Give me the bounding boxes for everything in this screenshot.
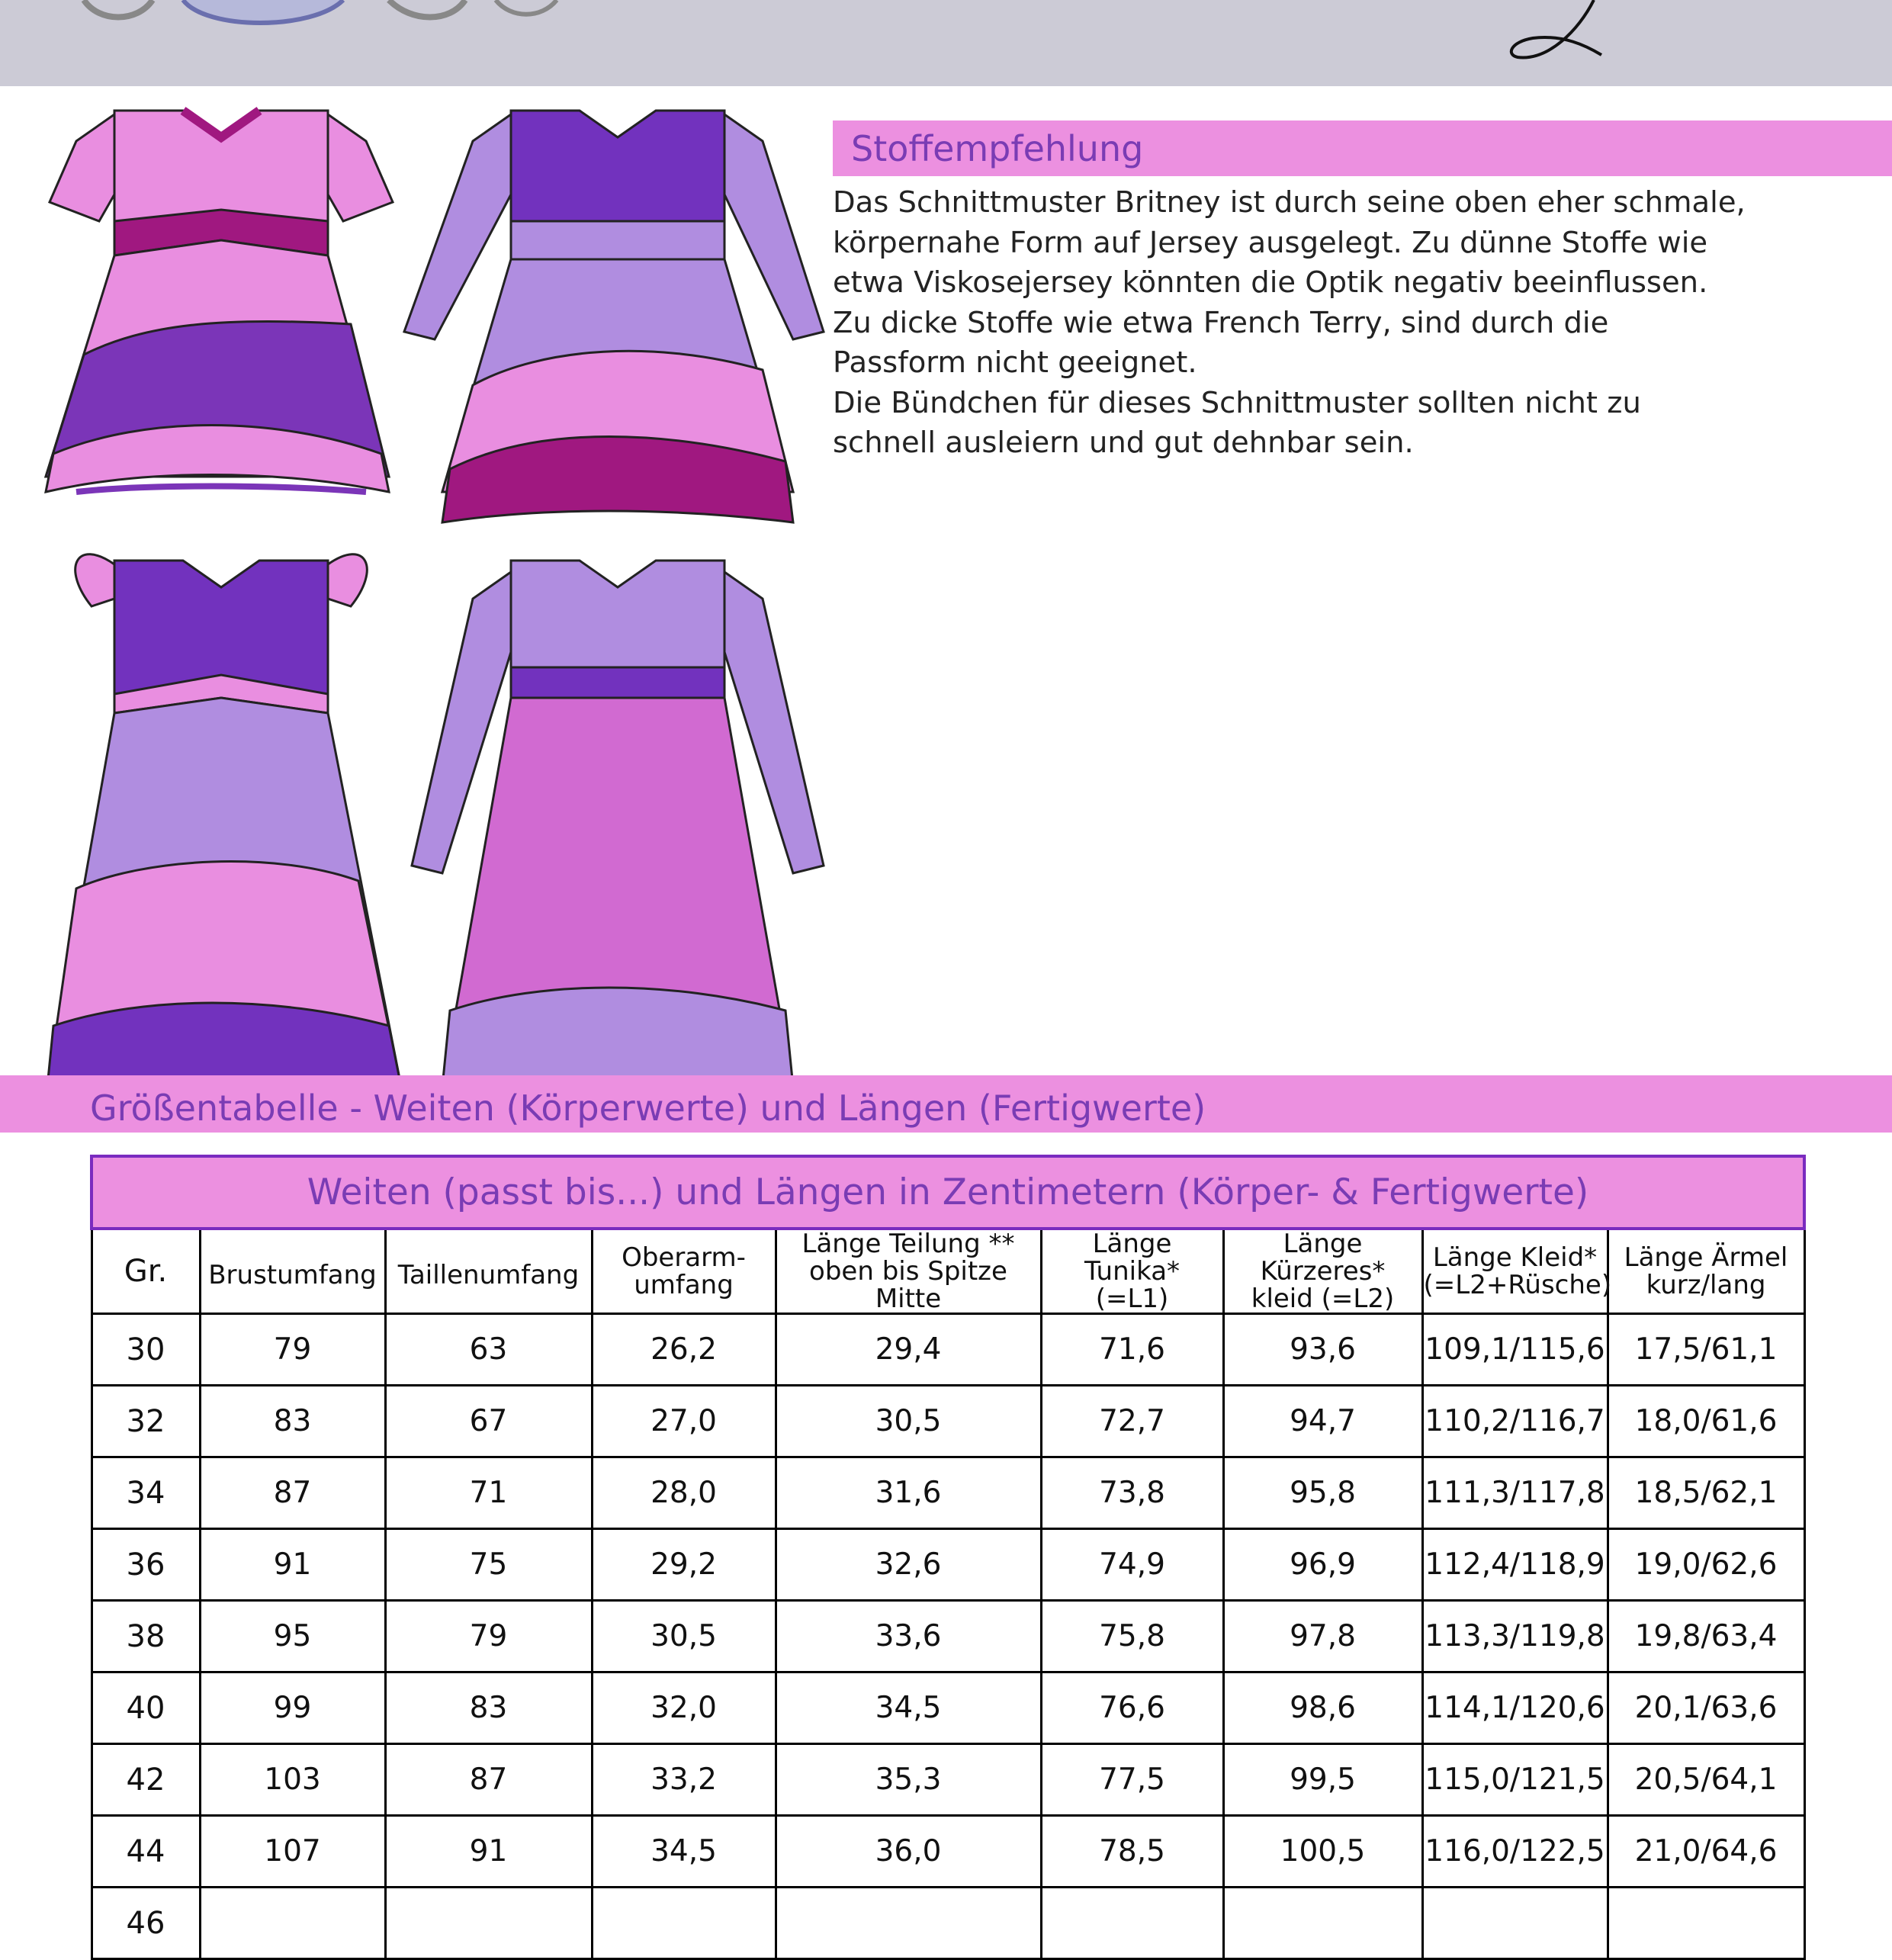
value-cell: 75 [385,1529,592,1601]
value-cell [1041,1888,1223,1959]
column-header-label: oben bis Spitze Mitte [809,1256,1007,1314]
table-caption: Weiten (passt bis...) und Längen in Zentimetern (Körper- & Fertigwerte) [92,1156,1804,1229]
value-cell: 32,6 [776,1529,1041,1601]
column-header-label: umfang [634,1270,734,1300]
value-cell [1608,1888,1804,1959]
value-cell: 21,0/64,6 [1608,1816,1804,1888]
value-cell: 115,0/121,5 [1422,1744,1608,1816]
value-cell: 34,5 [776,1672,1041,1744]
value-cell: 26,2 [592,1314,776,1386]
column-header-label: Brustumfang [208,1260,377,1290]
dress-short-sleeve-icon [46,111,393,492]
value-cell: 110,2/116,7 [1422,1386,1608,1457]
recommendation-text [833,183,1809,464]
column-header-label: Oberarm- [622,1242,746,1273]
column-header-label: Länge Ärmel [1624,1242,1788,1273]
column-header-label: (=L1) [1095,1284,1169,1314]
value-cell: 78,5 [1041,1816,1223,1888]
value-cell: 29,4 [776,1314,1041,1386]
value-cell [385,1888,592,1959]
value-cell: 75,8 [1041,1601,1223,1672]
value-cell: 98,6 [1223,1672,1422,1744]
recommendation-line: Zu dicke Stoffe wie etwa French Terry, sind durch die [833,305,1609,340]
value-cell [776,1888,1041,1959]
recommendation-line: Das Schnittmuster Britney ist durch seine oben eher schmale, [833,185,1746,220]
table-row [92,1529,1804,1601]
value-cell: 29,2 [592,1529,776,1601]
value-cell: 79 [200,1314,385,1386]
value-cell: 32,0 [592,1672,776,1744]
size-table [90,1155,1806,1960]
size-cell: 36 [92,1529,200,1601]
size-cell: 44 [92,1816,200,1888]
value-cell: 114,1/120,6 [1422,1672,1608,1744]
value-cell: 33,6 [776,1601,1041,1672]
table-header-row [92,1229,1804,1314]
value-cell: 91 [385,1816,592,1888]
value-cell: 31,6 [776,1457,1041,1529]
value-cell: 103 [200,1744,385,1816]
value-cell: 112,4/118,9 [1422,1529,1608,1601]
table-row [92,1601,1804,1672]
value-cell: 83 [385,1672,592,1744]
value-cell: 30,5 [592,1601,776,1672]
value-cell: 116,0/122,5 [1422,1816,1608,1888]
recommendation-title: Stoffempfehlung [851,128,1144,169]
column-header-label: Taillenumfang [397,1260,580,1290]
column-header-sleeve-length [1608,1229,1804,1314]
column-header-label: Länge Kleid* [1432,1242,1598,1273]
value-cell: 111,3/117,8 [1422,1457,1608,1529]
table-row [92,1816,1804,1888]
value-cell [200,1888,385,1959]
value-cell: 96,9 [1223,1529,1422,1601]
value-cell: 100,5 [1223,1816,1422,1888]
size-cell: 32 [92,1386,200,1457]
value-cell [1422,1888,1608,1959]
value-cell: 17,5/61,1 [1608,1314,1804,1386]
table-row [92,1744,1804,1816]
value-cell: 83 [200,1386,385,1457]
value-cell: 79 [385,1601,592,1672]
column-header-dress-length [1422,1229,1612,1314]
size-cell: 46 [92,1888,200,1959]
value-cell: 19,0/62,6 [1608,1529,1804,1601]
column-header-waist [385,1229,592,1314]
value-cell: 107 [200,1816,385,1888]
column-header-label: kurz/lang [1646,1270,1766,1300]
table-row [92,1672,1804,1744]
value-cell: 93,6 [1223,1314,1422,1386]
column-header-bust [200,1229,385,1314]
size-table-container [90,1155,1803,1941]
column-header-label: kleid (=L2) [1251,1284,1395,1314]
column-header-division-length [776,1229,1041,1314]
recommendation-line: etwa Viskosejersey könnten die Optik negativ beeinflussen. [833,265,1708,300]
column-header-label: Länge Kürzeres* [1260,1229,1386,1287]
value-cell: 27,0 [592,1386,776,1457]
value-cell: 71 [385,1457,592,1529]
value-cell: 20,5/64,1 [1608,1744,1804,1816]
value-cell: 99 [200,1672,385,1744]
value-cell: 77,5 [1041,1744,1223,1816]
recommendation-line: Die Bündchen für dieses Schnittmuster sollten nicht zu [833,385,1641,420]
size-cell: 34 [92,1457,200,1529]
value-cell: 76,6 [1041,1672,1223,1744]
recommendation-line: körpernahe Form auf Jersey ausgelegt. Zu dünne Stoffe wie [833,225,1708,260]
dress-flutter-long-sleeve-icon [412,561,824,1087]
logo-ornament-icon [69,0,557,31]
value-cell: 19,8/63,4 [1608,1601,1804,1672]
value-cell: 18,5/62,1 [1608,1457,1804,1529]
value-cell: 36,0 [776,1816,1041,1888]
value-cell: 87 [385,1744,592,1816]
value-cell: 99,5 [1223,1744,1422,1816]
recommendation-line: schnell ausleiern und gut dehnbar sein. [833,426,1414,460]
dress-illustrations [31,95,824,1041]
value-cell: 74,9 [1041,1529,1223,1601]
value-cell: 71,6 [1041,1314,1223,1386]
size-section-title: Größentabelle - Weiten (Körperwerte) und Längen (Fertigwerte) [90,1088,1206,1129]
value-cell [592,1888,776,1959]
header-band [0,0,1892,86]
value-cell: 73,8 [1041,1457,1223,1529]
column-header-upper-arm [592,1229,776,1314]
value-cell: 87 [200,1457,385,1529]
value-cell: 113,3/119,8 [1422,1601,1608,1672]
size-cell: 30 [92,1314,200,1386]
value-cell: 18,0/61,6 [1608,1386,1804,1457]
dress-flutter-sleeve-icon [46,554,404,1102]
value-cell: 95 [200,1601,385,1672]
script-signature-icon [1502,0,1624,76]
column-header-label: Länge Teilung ** [801,1229,1015,1259]
value-cell: 35,3 [776,1744,1041,1816]
value-cell: 97,8 [1223,1601,1422,1672]
column-header-label: Gr. [124,1254,168,1289]
size-cell: 42 [92,1744,200,1816]
value-cell: 94,7 [1223,1386,1422,1457]
table-row [92,1457,1804,1529]
value-cell: 33,2 [592,1744,776,1816]
dress-long-sleeve-icon [404,111,824,522]
size-cell: 40 [92,1672,200,1744]
value-cell: 91 [200,1529,385,1601]
value-cell: 34,5 [592,1816,776,1888]
column-header-label: (=L2+Rüsche) [1423,1270,1612,1300]
value-cell: 30,5 [776,1386,1041,1457]
column-header-short-dress-length [1223,1229,1422,1314]
value-cell: 28,0 [592,1457,776,1529]
value-cell: 63 [385,1314,592,1386]
value-cell: 109,1/115,6 [1422,1314,1608,1386]
size-cell: 38 [92,1601,200,1672]
recommendation-line: Passform nicht geeignet. [833,345,1197,380]
value-cell: 95,8 [1223,1457,1422,1529]
value-cell: 67 [385,1386,592,1457]
column-header-label: Länge Tunika* [1084,1229,1180,1287]
column-header-tunic-length [1041,1229,1223,1314]
column-header-size [92,1229,200,1314]
table-row [92,1888,1804,1959]
table-row [92,1386,1804,1457]
value-cell: 20,1/63,6 [1608,1672,1804,1744]
value-cell: 72,7 [1041,1386,1223,1457]
table-row [92,1314,1804,1386]
value-cell [1223,1888,1422,1959]
